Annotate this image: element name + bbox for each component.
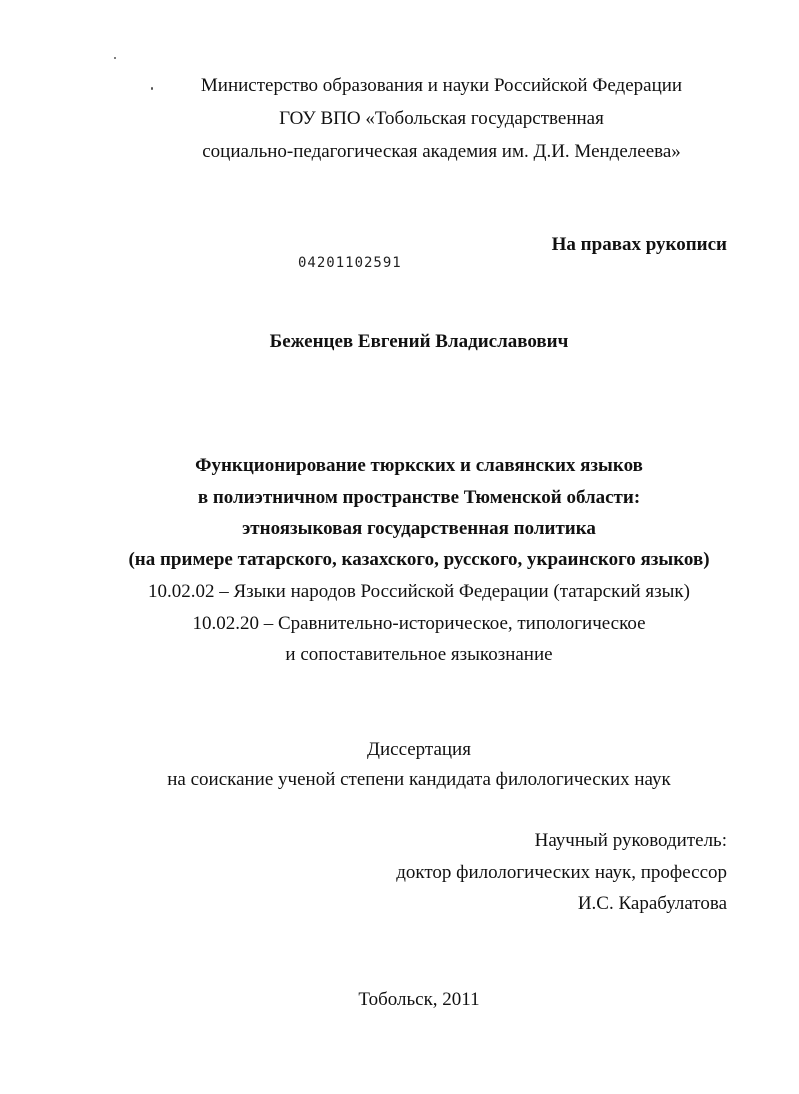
supervisor-label: Научный руководитель:: [534, 830, 727, 851]
institution-line-1: ГОУ ВПО «Тобольская государственная: [279, 108, 604, 129]
degree-purpose: на соискание ученой степени кандидата филологических наук: [167, 769, 671, 790]
title-line-2: в полиэтничном пространстве Тюменской области:: [197, 487, 641, 508]
registration-number-stamp: 04201102591: [298, 255, 402, 271]
title-line-1: Функционирование тюркских и славянских языков: [195, 455, 643, 476]
specialty-line-1: 10.02.02 – Языки народов Российской Федерации (татарский язык): [148, 581, 690, 602]
author-name: Беженцев Евгений Владиславович: [269, 331, 569, 352]
supervisor-credentials: доктор филологических наук, профессор: [396, 862, 727, 883]
place-and-year: Тобольск, 2011: [358, 989, 480, 1010]
scan-speck: [114, 57, 116, 59]
ministry-line: Министерство образования и науки Российской Федерации: [200, 75, 683, 96]
specialty-line-2: 10.02.20 – Сравнительно-историческое, типологическое: [192, 613, 646, 634]
title-line-3: этноязыковая государственная политика: [242, 518, 596, 539]
supervisor-name: И.С. Карабулатова: [577, 893, 727, 914]
institution-line-2: социально-педагогическая академия им. Д.И. Менделеева»: [202, 141, 681, 162]
specialty-line-3: и сопоставительное языкознание: [285, 644, 553, 665]
degree-type: Диссертация: [367, 739, 471, 760]
rights-note: На правах рукописи: [551, 234, 727, 255]
title-line-4: (на примере татарского, казахского, русского, украинского языков): [128, 549, 710, 570]
